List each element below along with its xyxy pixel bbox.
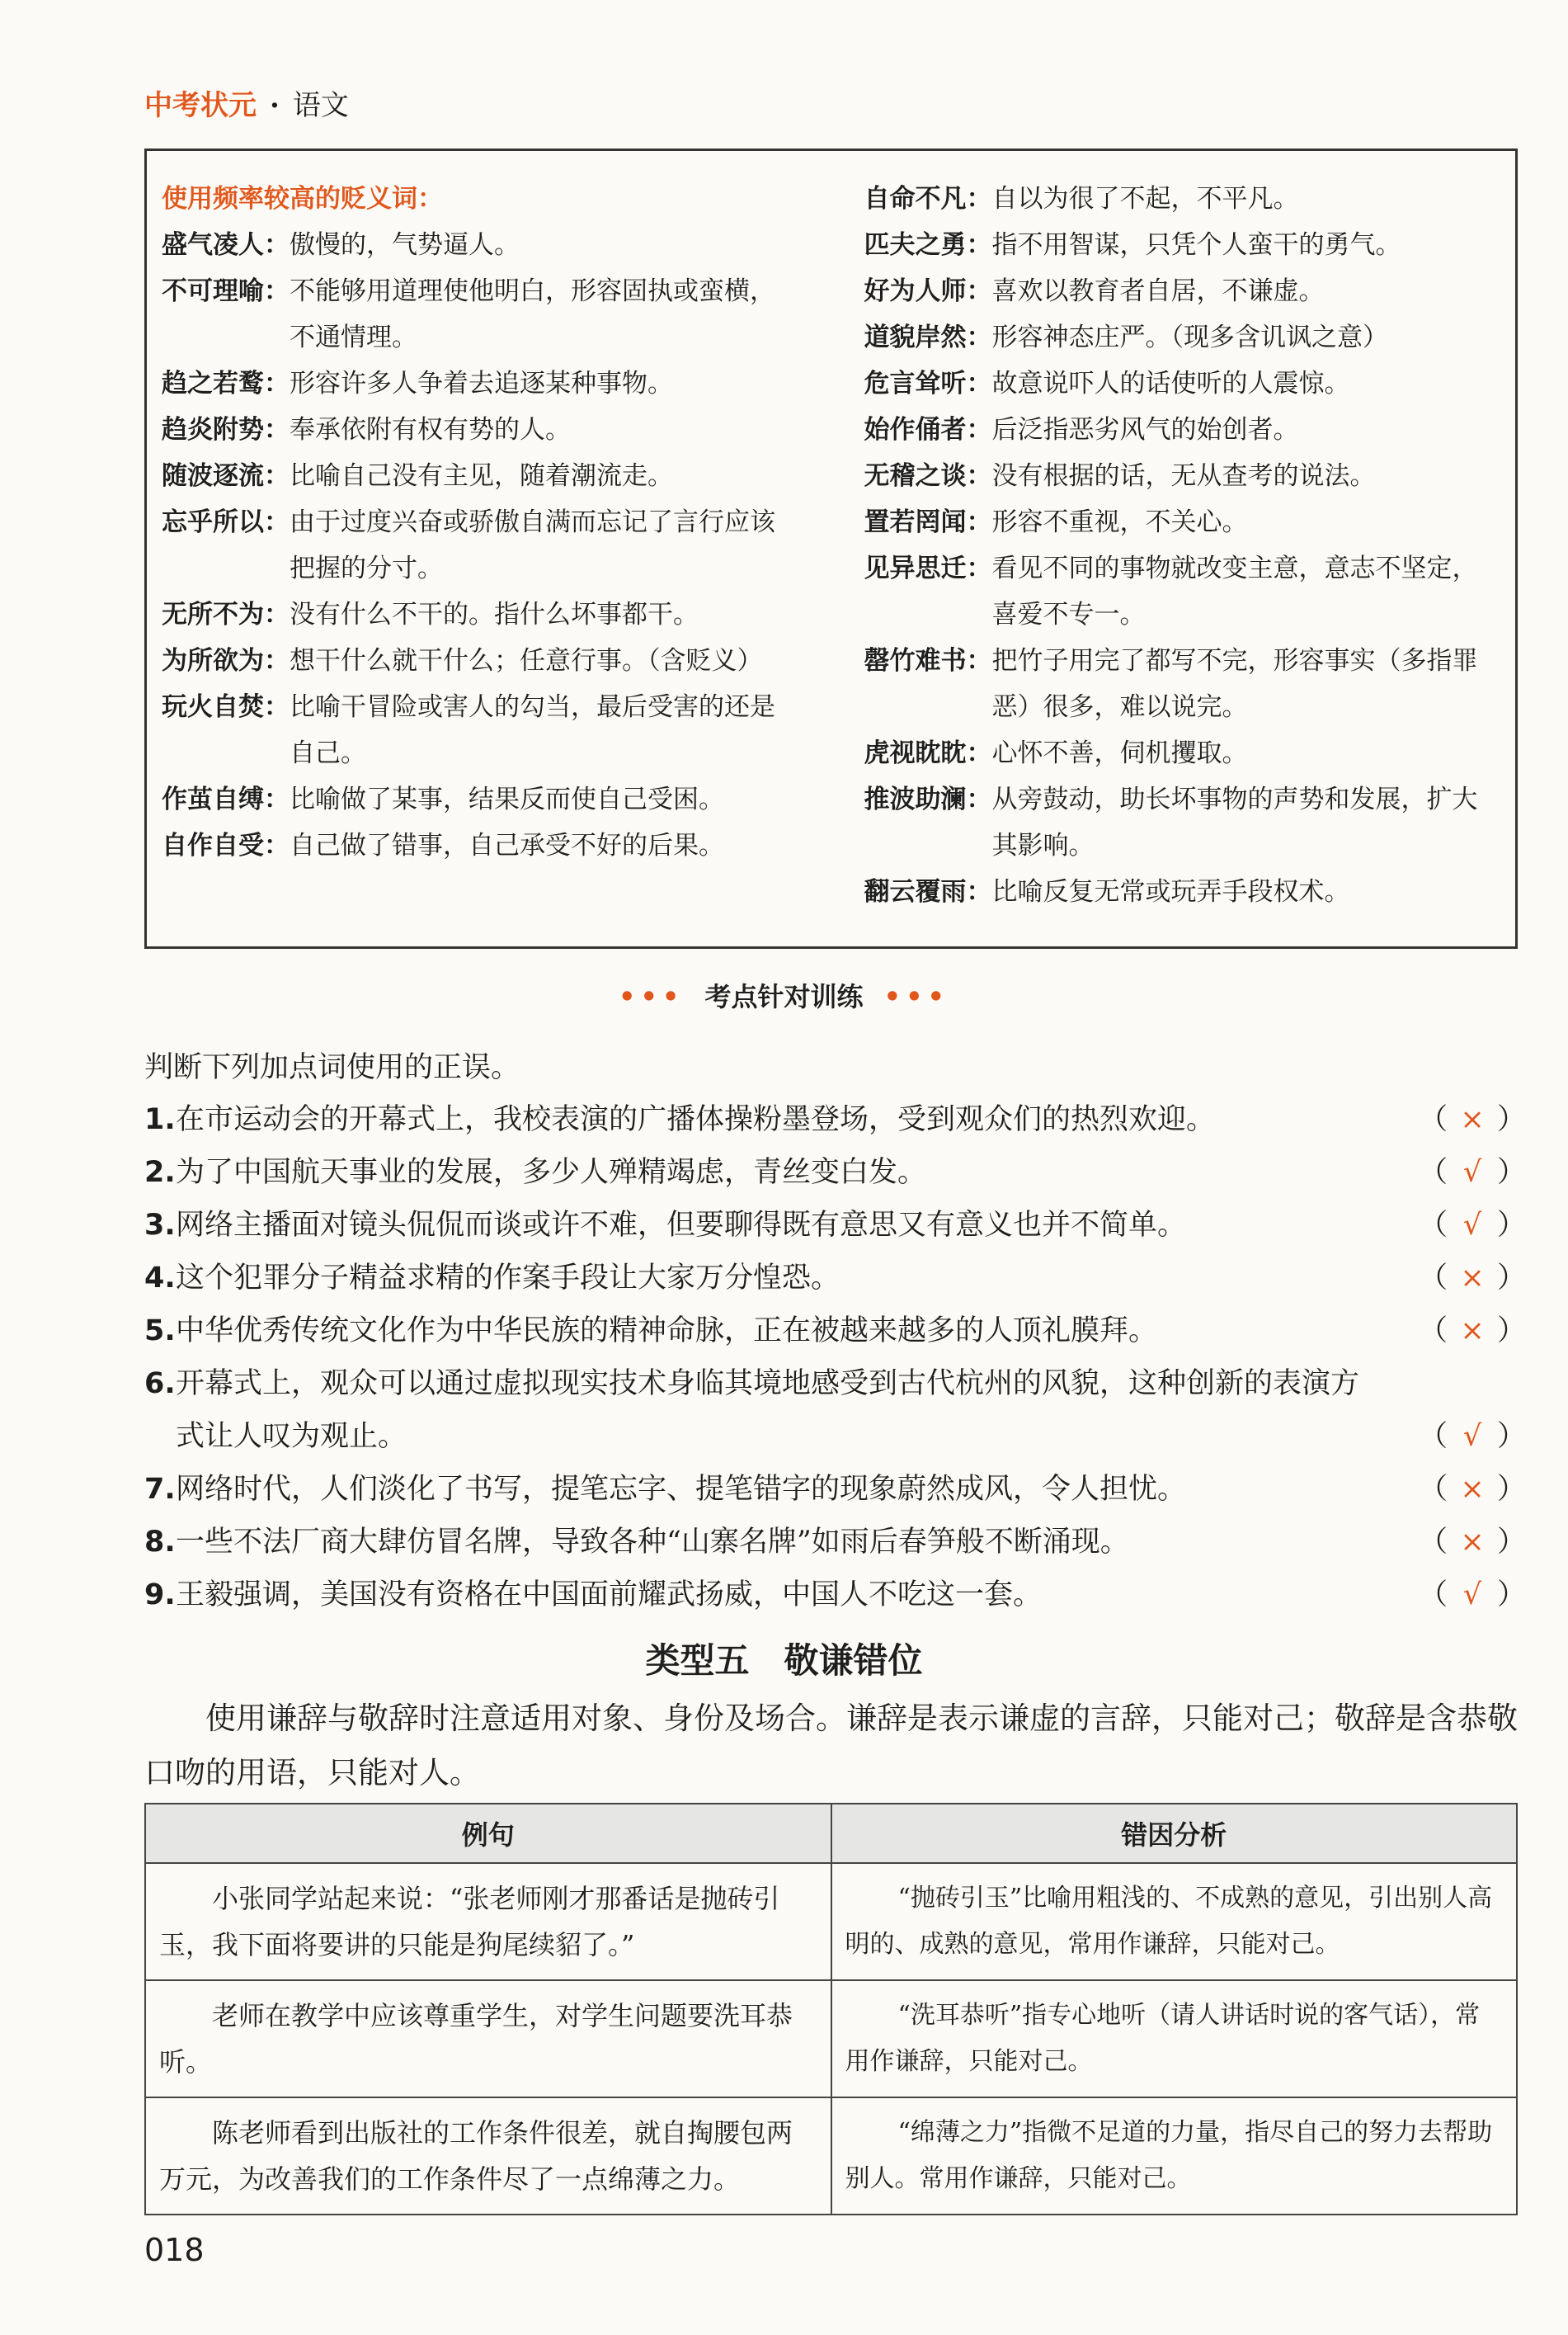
vocab-definition: 比喻做了某事，结果反而使自己受困。 [290,785,724,814]
paren-open: （ [1419,1209,1448,1242]
paren-close: ） [1497,1209,1527,1242]
vocab-term: 见异思迁： [864,554,992,583]
vocab-right-column [831,176,1501,946]
question-text-cont: 式让人叹为观止。 [176,1420,407,1453]
question-item [144,1093,1527,1146]
answer-mark: × [1460,1526,1485,1559]
question-list [144,1093,1527,1621]
question-text: 中华优秀传统文化作为中华民族的精神命脉，正在被越来越多的人顶礼膜拜。 [176,1314,1158,1347]
paren-close: ） [1497,1578,1527,1611]
vocab-entry [162,268,798,361]
vocab-definition: 形容不重视，不关心。 [991,507,1248,537]
vocab-term: 推波助澜： [864,785,992,814]
vocab-term: 盛气凌人： [162,230,290,260]
vocab-definition: 比喻干冒险或害人的勾当，最后受害的还是自己。 [290,692,775,768]
vocab-definition: 从旁鼓动，助长坏事物的声势和发展，扩大其影响。 [991,785,1478,861]
vocab-definition: 后泛指恶劣风气的始创者。 [991,415,1299,445]
vocab-term: 翻云覆雨： [864,877,992,907]
answer-mark: √ [1462,1156,1482,1189]
paren-open: （ [1419,1526,1448,1559]
answer-mark: √ [1462,1420,1482,1453]
paren-close: ） [1497,1420,1527,1453]
example-table [144,1803,1518,2215]
vocab-entry [864,776,1501,869]
answer-bracket [1419,1516,1527,1568]
answer-bracket [1419,1252,1527,1304]
question-item [144,1199,1527,1252]
subject-label: 语文 [292,89,349,122]
question-item [144,1357,1518,1410]
paren-open: （ [1419,1420,1448,1453]
question-item [144,1252,1527,1304]
paren-open: （ [1419,1578,1448,1611]
header-separator: · [270,89,280,122]
vocab-entry [864,499,1501,545]
answer-bracket [1419,1304,1527,1357]
training-title [0,976,1568,1014]
vocab-entry [162,499,798,592]
answer-mark: × [1460,1473,1485,1506]
question-text: 在市运动会的开幕式上，我校表演的广播体操粉墨登场，受到观众们的热烈欢迎。 [176,1103,1216,1136]
answer-mark: × [1460,1262,1485,1295]
vocab-term: 玩火自焚： [162,692,290,722]
vocab-entry [162,592,798,638]
vocab-definition: 自以为很了不起，不平凡。 [991,184,1299,214]
page-number: 018 [144,2232,205,2268]
vocab-term: 无所不为： [162,600,290,630]
question-item [144,1516,1527,1568]
vocab-entry [864,730,1501,776]
answer-bracket [1419,1199,1527,1252]
vocab-entry [864,314,1501,361]
paren-close: ） [1497,1473,1527,1506]
question-number: 4. [144,1262,176,1295]
answer-bracket [1419,1463,1527,1516]
paren-close: ） [1497,1103,1527,1136]
question-number: 1. [144,1103,176,1136]
vocab-term: 危言耸听： [864,369,992,399]
answer-bracket [1419,1410,1527,1463]
answer-mark: √ [1462,1209,1482,1242]
title-dots-left: ••• [618,981,685,1012]
vocab-term: 不可理喻： [162,276,290,306]
paren-open: （ [1419,1314,1448,1347]
vocab-definition: 没有什么不干的。指什么坏事都干。 [290,600,699,630]
table-row [145,1980,1517,2097]
vocab-definition: 自己做了错事，自己承受不好的后果。 [290,831,724,861]
question-item [144,1568,1527,1621]
question-continuation [144,1410,1527,1463]
question-text: 一些不法厂商大肆仿冒名牌，导致各种“山寨名牌”如雨后春笋般不断涌现。 [176,1526,1129,1559]
example-sentence: 陈老师看到出版社的工作条件很差，就自掏腰包两万元，为改善我们的工作条件尽了一点绵薄之力。 [145,2097,831,2215]
vocab-entry [162,361,798,407]
vocab-term: 趋炎附势： [162,415,290,445]
vocab-entry [864,545,1501,638]
question-item [144,1146,1527,1199]
vocab-term: 虎视眈眈： [864,738,992,768]
paren-open: （ [1419,1103,1448,1136]
vocab-definition: 没有根据的话，无从查考的说法。 [991,461,1376,491]
table-row [145,1863,1517,1980]
title-dots-right: ••• [883,981,949,1012]
answer-mark: √ [1462,1578,1482,1611]
question-number: 9. [144,1578,176,1611]
error-analysis: “抛砖引玉”比喻用粗浅的、不成熟的意见，引出别人高明的、成熟的意见，常用作谦辞，只能对己。 [831,1863,1518,1980]
vocab-term: 自作自受： [162,831,290,861]
question-text: 开幕式上，观众可以通过虚拟现实技术身临其境地感受到古代杭州的风貌，这种创新的表演方 [176,1367,1360,1400]
question-number: 7. [144,1473,176,1506]
table-row [145,2097,1517,2215]
question-text: 网络时代，人们淡化了书写，提笔忘字、提笔错字的现象蔚然成风，令人担忧。 [176,1473,1187,1506]
vocab-right-list [864,176,1501,915]
vocab-entry [162,823,798,869]
question-number: 8. [144,1526,176,1559]
paren-close: ） [1497,1314,1527,1347]
vocab-entry [162,776,798,823]
vocab-term: 始作俑者： [864,415,992,445]
vocab-term: 作茧自缚： [162,785,290,814]
vocab-entry [162,407,798,453]
page-header [144,83,349,123]
vocab-entry [864,407,1501,453]
vocab-left-list [162,222,798,869]
paren-close: ） [1497,1262,1527,1295]
vocab-definition: 傲慢的，气势逼人。 [290,230,520,260]
vocab-definition: 形容许多人争着去追逐某种事物。 [290,369,673,399]
vocab-entry [162,222,798,268]
brand-logo: 中考状元 [144,89,257,122]
vocab-term: 置若罔闻： [864,507,992,537]
question-number: 6. [144,1367,176,1400]
vocab-definition: 想干什么就干什么；任意行事。（含贬义） [290,646,763,676]
vocab-definition: 形容神态庄严。（现多含讥讽之意） [991,323,1388,352]
vocab-definition: 指不用智谋，只凭个人蛮干的勇气。 [991,230,1401,260]
answer-bracket [1419,1146,1527,1199]
vocab-term: 自命不凡： [864,184,992,214]
question-item [144,1463,1527,1516]
vocab-term: 为所欲为： [162,646,290,676]
question-number: 3. [144,1209,176,1242]
vocab-term: 趋之若鹜： [162,369,290,399]
vocab-definition: 故意说吓人的话使听的人震惊。 [991,369,1350,399]
question-number: 2. [144,1156,176,1189]
example-sentence: 老师在教学中应该尊重学生，对学生问题要洗耳恭听。 [145,1980,831,2097]
question-text: 这个犯罪分子精益求精的作案手段让大家万分惶恐。 [176,1262,841,1295]
question-intro: 判断下列加点词使用的正误。 [144,1051,520,1084]
question-item [144,1304,1527,1357]
table-header-analysis: 错因分析 [831,1804,1518,1863]
vocab-definition: 奉承依附有权有势的人。 [290,415,571,445]
section-title: 类型五 敬谦错位 [645,1640,923,1681]
table-header-example: 例句 [145,1804,831,1863]
paren-close: ） [1497,1526,1527,1559]
vocab-entry [864,638,1501,730]
question-text: 王毅强调，美国没有资格在中国面前耀武扬威，中国人不吃这一套。 [176,1578,1043,1611]
vocab-entry [864,268,1501,314]
vocab-definition: 比喻自己没有主见，随着潮流走。 [290,461,673,491]
vocab-term: 匹夫之勇： [864,230,992,260]
vocab-entry [864,361,1501,407]
vocab-term: 道貌岸然： [864,323,992,352]
answer-bracket [1419,1093,1527,1146]
vocab-box [144,149,1518,949]
vocab-term: 无稽之谈： [864,461,992,491]
vocab-term: 随波逐流： [162,461,290,491]
example-sentence: 小张同学站起来说：“张老师刚才那番话是抛砖引玉，我下面将要讲的只能是狗尾续貂了。” [145,1863,831,1980]
vocab-heading: 使用频率较高的贬义词： [162,184,443,214]
vocab-term: 罄竹难书： [864,646,992,676]
vocab-term: 忘乎所以： [162,507,290,537]
vocab-entry [162,453,798,499]
vocab-definition: 心怀不善，伺机攫取。 [991,738,1248,768]
vocab-definition: 喜欢以教育者自居，不谦虚。 [991,276,1325,306]
question-text: 为了中国航天事业的发展，多少人殚精竭虑，青丝变白发。 [176,1156,927,1189]
vocab-term: 好为人师： [864,276,992,306]
vocab-definition: 看见不同的事物就改变主意，意志不坚定，喜爱不专一。 [991,554,1478,630]
question-number: 5. [144,1314,176,1347]
error-analysis: “绵薄之力”指微不足道的力量，指尽自己的努力去帮助别人。常用作谦辞，只能对己。 [831,2097,1518,2215]
paren-open: （ [1419,1156,1448,1189]
vocab-entry [162,684,798,776]
paren-open: （ [1419,1262,1448,1295]
vocab-entry [162,638,798,684]
vocab-left-column [162,176,831,946]
paren-close: ） [1497,1156,1527,1189]
vocab-definition: 不能够用道理使他明白，形容固执或蛮横，不通情理。 [290,276,775,352]
vocab-entry [864,869,1501,915]
vocab-entry [864,453,1501,499]
error-analysis: “洗耳恭听”指专心地听（请人讲话时说的客气话），常用作谦辞，只能对己。 [831,1980,1518,2097]
answer-mark: × [1460,1314,1485,1347]
vocab-definition: 比喻反复无常或玩弄手段权术。 [991,877,1350,907]
vocab-entry [864,222,1501,268]
training-title-text: 考点针对训练 [704,981,864,1012]
paren-open: （ [1419,1473,1448,1506]
question-text: 网络主播面对镜头侃侃而谈或许不难，但要聊得既有意思又有意义也并不简单。 [176,1209,1187,1242]
vocab-definition: 由于过度兴奋或骄傲自满而忘记了言行应该把握的分寸。 [290,507,775,583]
answer-bracket [1419,1357,1518,1410]
answer-mark: × [1460,1103,1485,1136]
section-description: 使用谦辞与敬辞时注意适用对象、身份及场合。谦辞是表示谦虚的言辞，只能对己；敬辞是含恭敬口吻的用语，只能对人。 [144,1701,1518,1790]
vocab-entry [864,176,1501,222]
answer-bracket [1419,1568,1527,1621]
vocab-definition: 把竹子用完了都写不完，形容事实（多指罪恶）很多，难以说完。 [991,646,1478,722]
